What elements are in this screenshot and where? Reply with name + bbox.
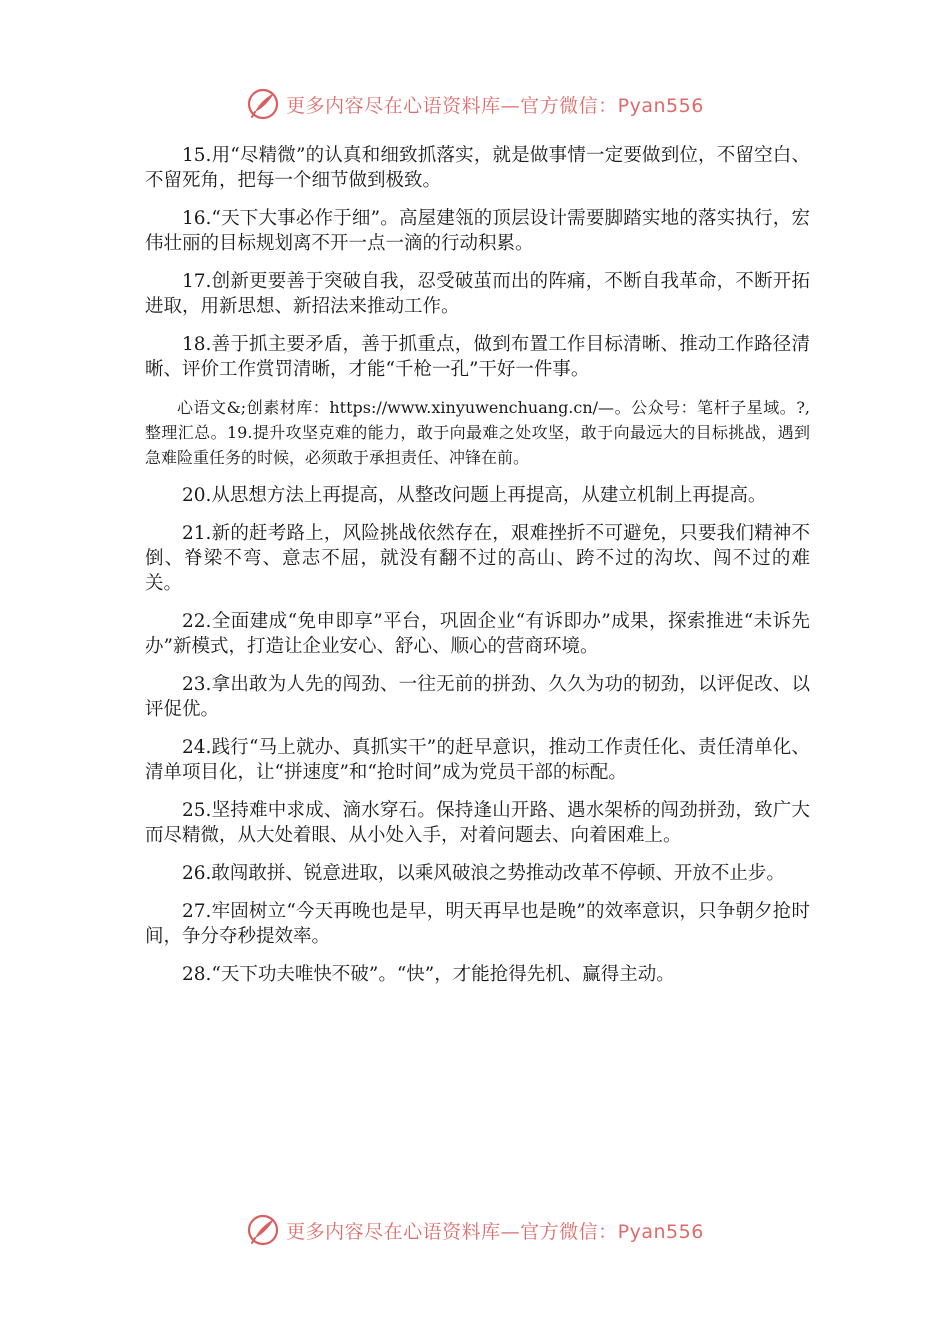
paragraph-19-with-source: 心语文&;创素材库：https://www.xinyuwenchuang.cn/—。公众号：笔杆子星域。?,整理汇总。19.提升攻坚克难的能力，敢于向最难之处攻坚，敢于向最远大的目标挑战，遇到急难险重任务的时候，必须敢于承担责任、冲锋在前。 — [145, 398, 810, 467]
paragraph-15: 15.用“尽精微”的认真和细致抓落实，就是做事情一定要做到位，不留空白、不留死角，把每一个细节做到极致。 — [145, 145, 810, 191]
paragraph-17: 17.创新更要善于突破自我，忍受破茧而出的阵痛，不断自我革命，不断开拓进取，用新思想、新招法来推动工作。 — [145, 271, 810, 317]
paragraph-20: 20.从思想方法上再提高，从整改问题上再提高，从建立机制上再提高。 — [182, 485, 767, 506]
quill-logo-icon — [246, 87, 280, 121]
header-banner — [0, 84, 950, 124]
wechat-id: Pyan556 — [617, 94, 704, 117]
wechat-id: Pyan556 — [617, 1220, 704, 1243]
footer-banner-text: 更多内容尽在心语资料库—官方微信：Pyan556 — [286, 1220, 704, 1243]
paragraph-25: 25.坚持难中求成、滴水穿石。保持逢山开路、遇水架桥的闯劲拼劲，致广大而尽精微，从大处着眼、从小处入手，对着问题去、向着困难上。 — [145, 800, 810, 846]
paragraph-23: 23.拿出敢为人先的闯劲、一往无前的拼劲、久久为功的韧劲，以评促改、以评促优。 — [145, 674, 810, 720]
paragraph-26: 26.敢闯敢拼、锐意进取，以乘风破浪之势推动改革不停顿、开放不止步。 — [182, 863, 785, 884]
paragraph-28: 28.“天下功夫唯快不破”。“快”，才能抢得先机、赢得主动。 — [182, 964, 675, 985]
quill-logo-icon — [246, 1213, 280, 1247]
header-banner-text: 更多内容尽在心语资料库—官方微信：Pyan556 — [286, 94, 704, 117]
paragraph-27: 27.牢固树立“今天再晚也是早，明天再早也是晚”的效率意识，只争朝夕抢时间，争分夺秒提效率。 — [145, 901, 810, 947]
paragraph-22: 22.全面建成“免申即享”平台，巩固企业“有诉即办”成果，探索推进“未诉先办”新模式，打造让企业安心、舒心、顺心的营商环境。 — [145, 611, 810, 657]
paragraph-24: 24.践行“马上就办、真抓实干”的赶早意识，推动工作责任化、责任清单化、清单项目化，让“拼速度”和“抢时间”成为党员干部的标配。 — [145, 737, 810, 783]
paragraph-16: 16.“天下大事必作于细”。高屋建瓴的顶层设计需要脚踏实地的落实执行，宏伟壮丽的目标规划离不开一点一滴的行动积累。 — [145, 208, 810, 254]
document-body — [145, 143, 810, 1000]
footer-banner — [0, 1210, 950, 1250]
paragraph-21: 21.新的赶考路上，风险挑战依然存在，艰难挫折不可避免，只要我们精神不倒、脊梁不弯、意志不屈，就没有翻不过的高山、跨不过的沟坎、闯不过的难关。 — [145, 523, 810, 594]
paragraph-18: 18.善于抓主要矛盾，善于抓重点，做到布置工作目标清晰、推动工作路径清晰、评价工作赏罚清晰，才能“千枪一孔”干好一件事。 — [145, 334, 810, 380]
